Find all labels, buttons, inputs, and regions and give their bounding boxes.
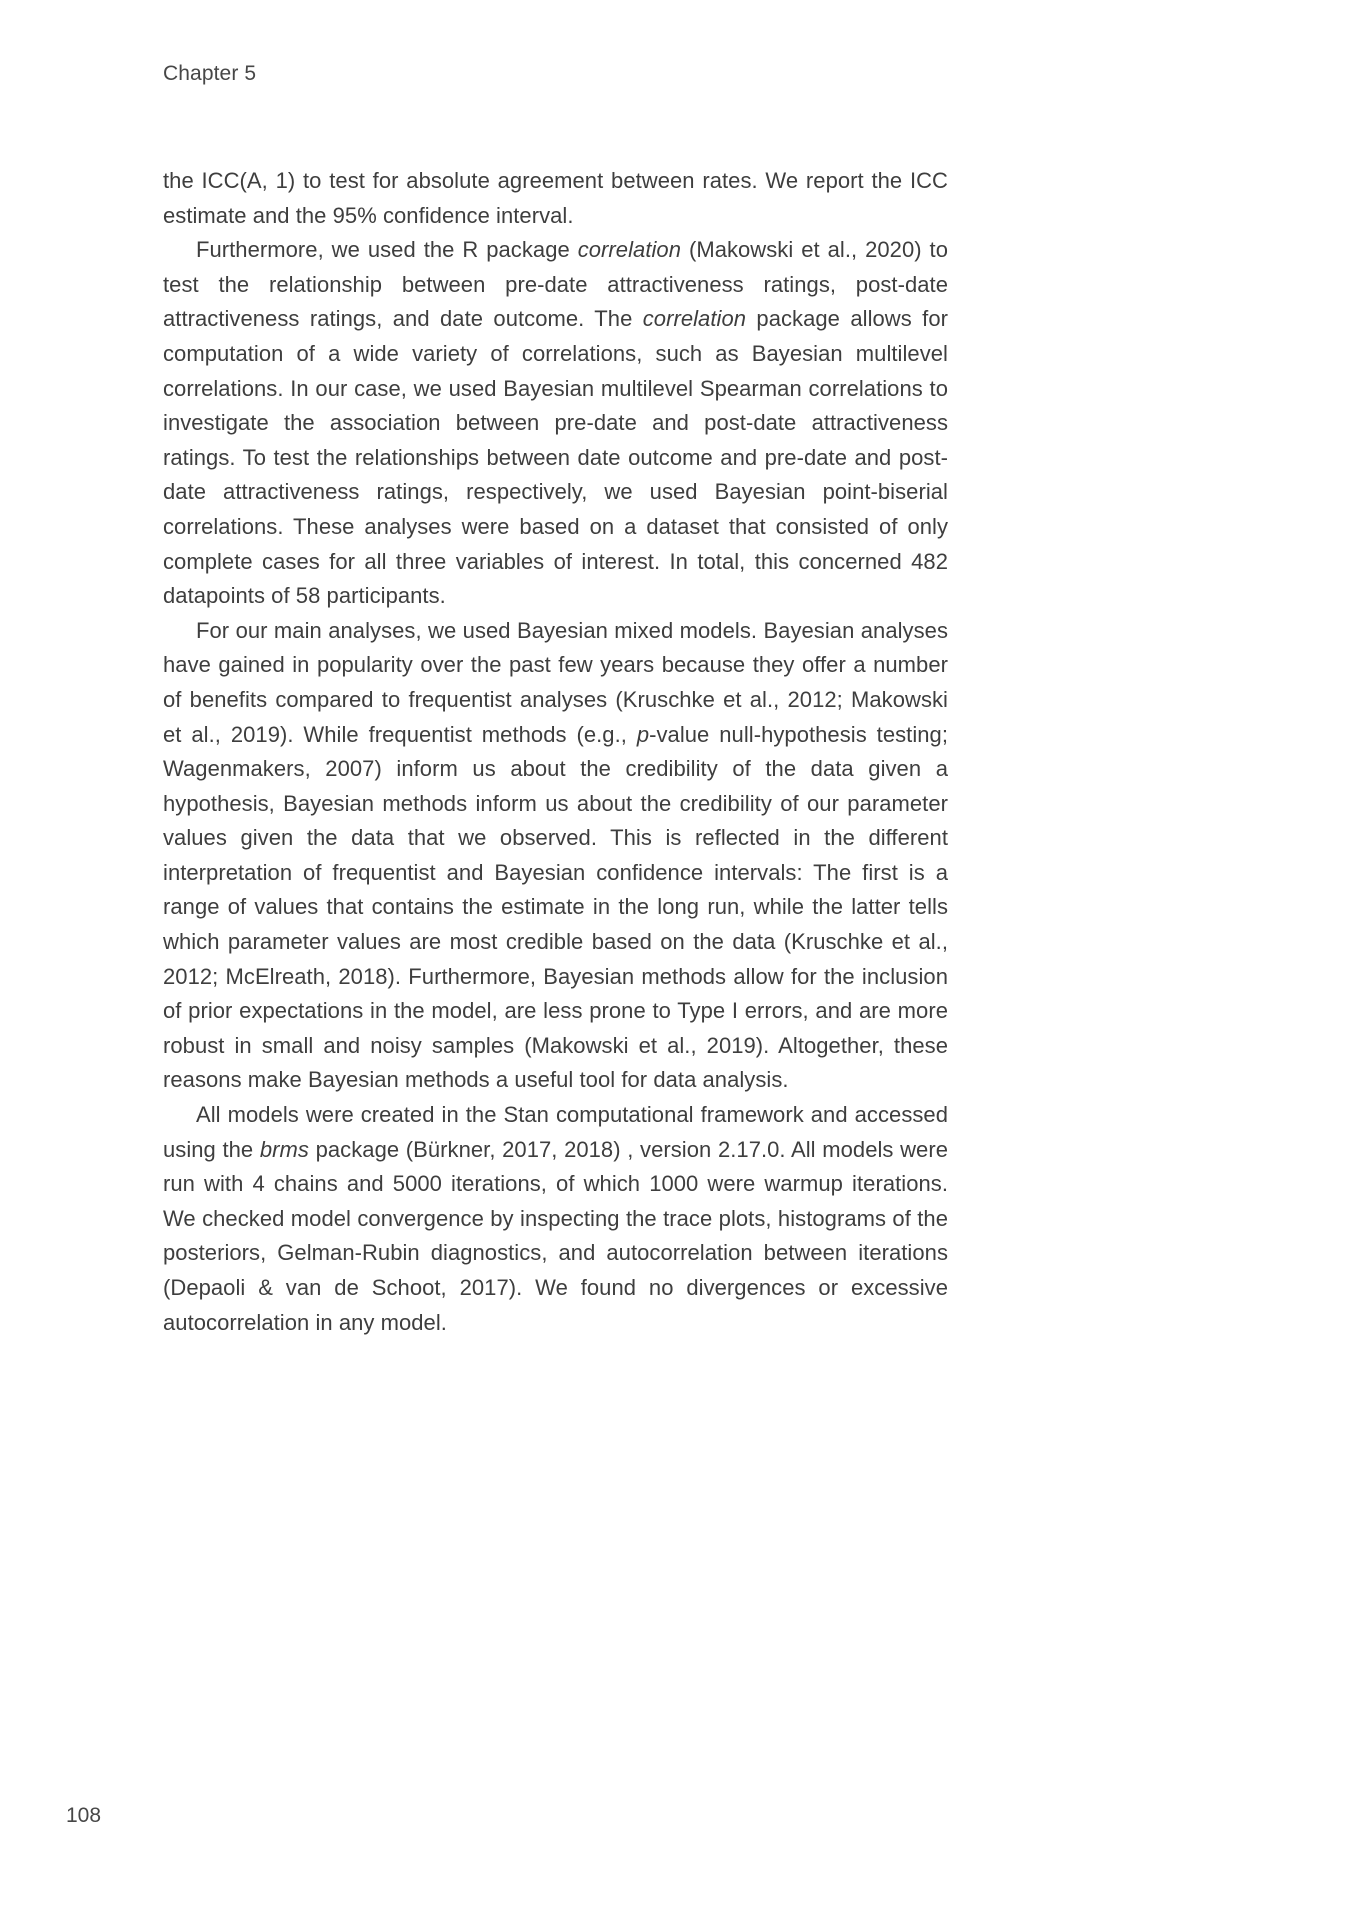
page-number: 108: [66, 1804, 102, 1827]
paragraph: [163, 1098, 948, 1340]
text-run: Furthermore, we used the R package: [196, 237, 578, 263]
text-run: package (Bürkner, 2017, 2018) , version 2.17.0. All models were run with 4 chains and 5000 iterations, of which 1000 were warmup iterations. We checked model convergence by inspecting the trace plots, histograms of the posteriors, Gelman-Rubin diagnostics, and autocorrelation between iterations (Depaoli & van de Schoot, 2017). We found no divergences or excessive autocorrelation in any model.: [163, 1136, 949, 1335]
paragraph: [163, 614, 948, 1098]
running-header-chapter: Chapter 5: [163, 62, 257, 85]
text-run: All models were created in the Stan computational framework and accessed using the: [163, 1102, 948, 1162]
paragraph: [163, 164, 948, 233]
text-run: correlation: [642, 306, 747, 332]
text-run: -value null-hypothesis testing; Wagenmakers, 2007) inform us about the credibility of the data given a hypothesis, Bayesian methods inform us about the credibility of our parameter values given the data that we observed. This is reflected in the different interpretation of frequentist and Bayesian confidence intervals: The first is a range of values that contains the estimate in the long run, while the latter tells which parameter values are most credible based on the data (Kruschke et al., 2012; McElreath, 2018). Furthermore, Bayesian methods allow for the inclusion of prior expectations in the model, are less prone to Type I errors, and are more robust in small and noisy samples (Makowski et al., 2019). Altogether, these reasons make Bayesian methods a useful tool for data analysis.: [163, 721, 948, 1093]
text-run: correlation: [577, 237, 681, 263]
text-run: package allows for computation of a wide variety of correlations, such as Bayesian multilevel correlations. In our case, we used Bayesian multilevel Spearman correlations to investigate the association between pre-date and post-date attractiveness ratings. To test the relationships between date outcome and pre-date and post-date attractiveness ratings, respectively, we used Bayesian point-biserial correlations. These analyses were based on a dataset that consisted of only complete cases for all three variables of interest. In total, this concerned 482 datapoints of 58 participants.: [163, 306, 948, 609]
text-run: brms: [259, 1136, 309, 1162]
text-run: For our main analyses, we used Bayesian mixed models. Bayesian analyses have gained in popularity over the past few years because they offer a number of benefits compared to frequentist analyses (Kruschke et al., 2012; Makowski et al., 2019). While frequentist methods (e.g.,: [163, 617, 948, 747]
body-text-block: [163, 164, 948, 1340]
text-run: the ICC(A, 1) to test for absolute agreement between rates. We report the ICC estimate and the 95% confidence interval.: [163, 168, 948, 228]
text-run: (Makowski et al., 2020) to test the relationship between pre-date attractiveness ratings, post-date attractiveness ratings, and date outcome. The: [163, 237, 949, 332]
paragraph: [163, 233, 948, 614]
text-run: p: [636, 721, 650, 747]
